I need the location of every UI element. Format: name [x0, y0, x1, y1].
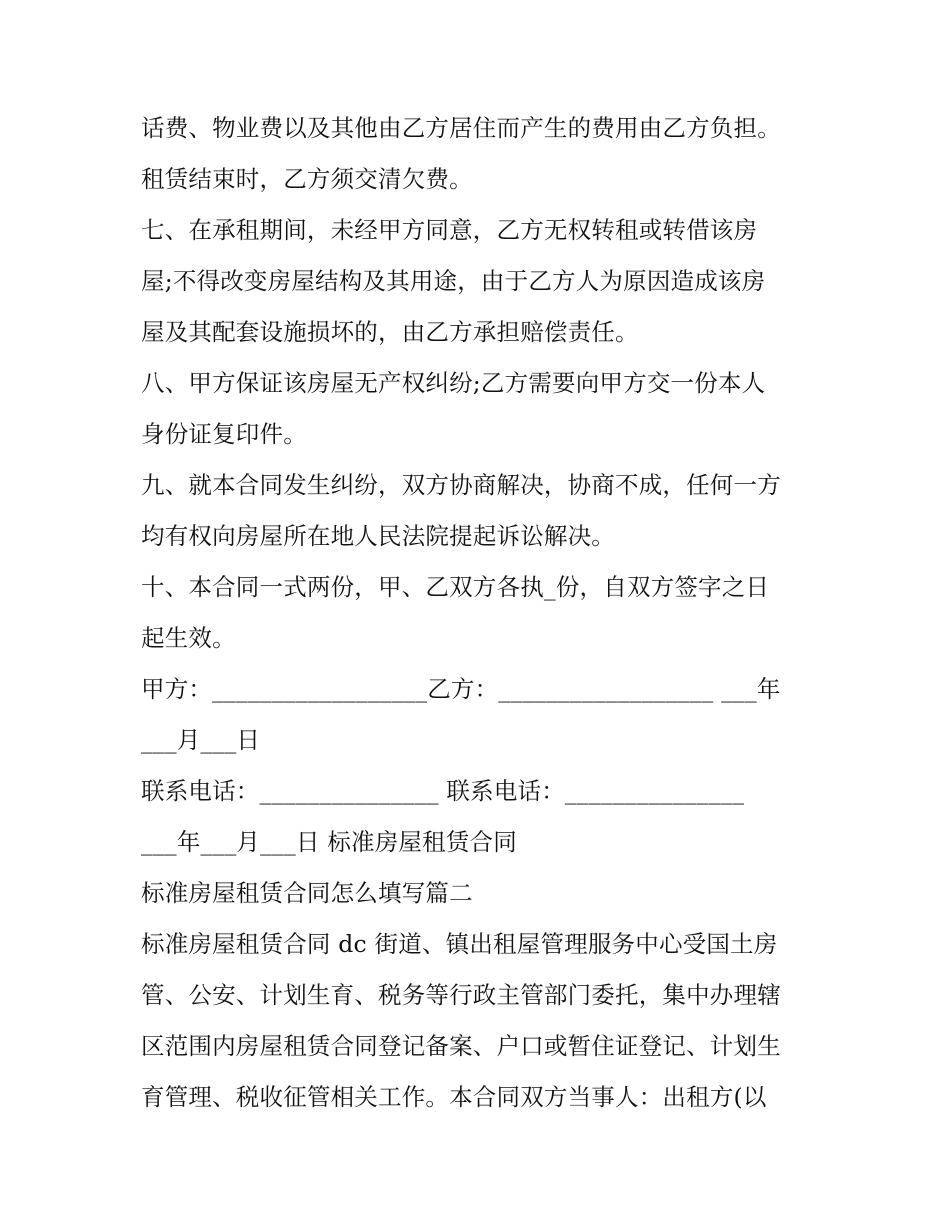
text-line-clause-8-b: 身份证复印件。: [141, 420, 307, 448]
text-line-part-2-b: 管、公安、计划生育、税务等行政主管部门委托，集中办理辖: [141, 981, 781, 1009]
contract-text-body: [141, 103, 821, 1123]
text-line-clause-10-a: 十、本合同一式两份，甲、乙双方各执_份，自双方签字之日: [141, 573, 770, 601]
contact-phone-line: 联系电话：_______________ 联系电话：_______________: [141, 777, 745, 805]
text-line-clause-8-a: 八、甲方保证该房屋无产权纠纷;乙方需要向甲方交一份本人: [141, 369, 766, 397]
text-line-fee-burden: 话费、物业费以及其他由乙方居住而产生的费用由乙方负担。: [141, 114, 781, 142]
signature-line-parties: 甲方：__________________乙方：__________________ ___年: [141, 675, 781, 703]
section-heading-part-2: 标准房屋租赁合同怎么填写篇二: [141, 879, 473, 907]
text-line-clause-9-a: 九、就本合同发生纠纷，双方协商解决，协商不成，任何一方: [141, 471, 781, 499]
date-and-title-line: ___年___月___日 标准房屋租赁合同: [141, 828, 517, 856]
signature-line-date: ___月___日: [141, 726, 261, 754]
text-line-part-2-c: 区范围内房屋租赁合同登记备案、户口或暂住证登记、计划生: [141, 1032, 781, 1060]
text-line-part-2-a: 标准房屋租赁合同 dc 街道、镇出租屋管理服务中心受国土房: [141, 930, 778, 958]
text-line-clause-7-b: 屋;不得改变房屋结构及其用途，由于乙方人为原因造成该房: [141, 267, 766, 295]
text-line-lease-end: 租赁结束时，乙方须交清欠费。: [141, 165, 473, 193]
text-line-clause-7-a: 七、在承租期间，未经甲方同意，乙方无权转租或转借该房: [141, 216, 758, 244]
text-line-clause-7-c: 屋及其配套设施损坏的，由乙方承担赔偿责任。: [141, 318, 639, 346]
text-line-part-2-d: 育管理、税收征管相关工作。本合同双方当事人：出租方(以: [141, 1083, 767, 1111]
text-line-clause-10-b: 起生效。: [141, 624, 236, 652]
text-line-clause-9-b: 均有权向房屋所在地人民法院提起诉讼解决。: [141, 522, 615, 550]
